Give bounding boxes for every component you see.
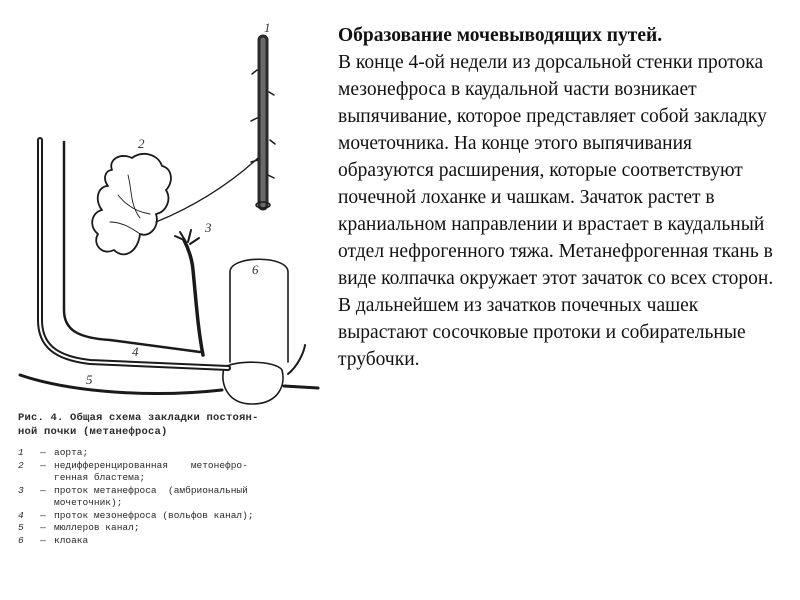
legend-text: аорта; <box>54 447 89 458</box>
cloaca-shape <box>230 259 288 362</box>
legend-item: 6 — клоака <box>18 535 318 548</box>
legend-key: 2 <box>18 459 24 471</box>
legend-item: 3 — проток метанефроса (амбриональный мочеточник); <box>18 485 318 510</box>
figure-number-3: 3 <box>205 220 212 235</box>
figure-number-5: 5 <box>86 372 93 387</box>
legend-key: 6 <box>18 534 24 546</box>
legend-text: недифференцированная метонефро- генная бластема; <box>54 459 248 483</box>
legend-text: клоака <box>54 534 89 546</box>
legend-item: 2 — недифференцированная метонефро- генная бластема; <box>18 460 318 485</box>
article-body: В конце 4-ой недели из дорсальной стенки протока мезонефроса в каудальной части возникает выпячивание, которое представляет собой закладку мочеточника. На конце этого выпячивания образуются расширения, которые соответствуют почечной лоханке и чашкам. Зачаток растет в краниальном направлении и врастает в каудальный отдел нефрогенного тяжа. Метанефрогенная ткань в виде колпачка окружает этот зачаток со всех сторон. В дальнейшем из зачатков почечных чашек вырастают сосочковые протоки и собирательные трубочки. <box>338 52 774 370</box>
legend-item: 1 — аорта; <box>18 447 318 460</box>
figure-legend <box>18 447 318 547</box>
metanephros-diagram <box>0 0 335 410</box>
figure-number-6: 6 <box>252 262 259 277</box>
article-heading: Образование мочевыводящих путей. <box>338 25 663 46</box>
article-text <box>338 22 778 373</box>
legend-item: 4 — проток мезонефроса (вольфов канал); <box>18 510 318 523</box>
blastema-shape <box>92 154 171 255</box>
ureteric-bud <box>184 240 203 355</box>
legend-text: мюллеров канал; <box>54 522 140 533</box>
figure-number-2: 2 <box>138 136 145 151</box>
figure-caption <box>18 411 318 547</box>
figure-number-4: 4 <box>132 344 139 359</box>
aorta-vessel <box>251 40 275 208</box>
legend-key: 5 <box>18 522 24 533</box>
legend-key: 4 <box>18 509 24 521</box>
mullerian-duct <box>64 142 200 352</box>
legend-key: 3 <box>18 484 24 496</box>
legend-item: 5 — мюллеров канал; <box>18 522 318 535</box>
legend-text: проток мезонефроса (вольфов канал); <box>54 509 254 521</box>
legend-key: 1 <box>18 447 24 458</box>
figure-number-1: 1 <box>264 20 271 35</box>
embryology-figure <box>0 0 335 600</box>
caption-title: Рис. 4. Общая схема закладки постоян- ной почки (метанефроса) <box>18 412 259 438</box>
legend-text: проток метанефроса (амбриональный мочеточник); <box>54 484 248 508</box>
